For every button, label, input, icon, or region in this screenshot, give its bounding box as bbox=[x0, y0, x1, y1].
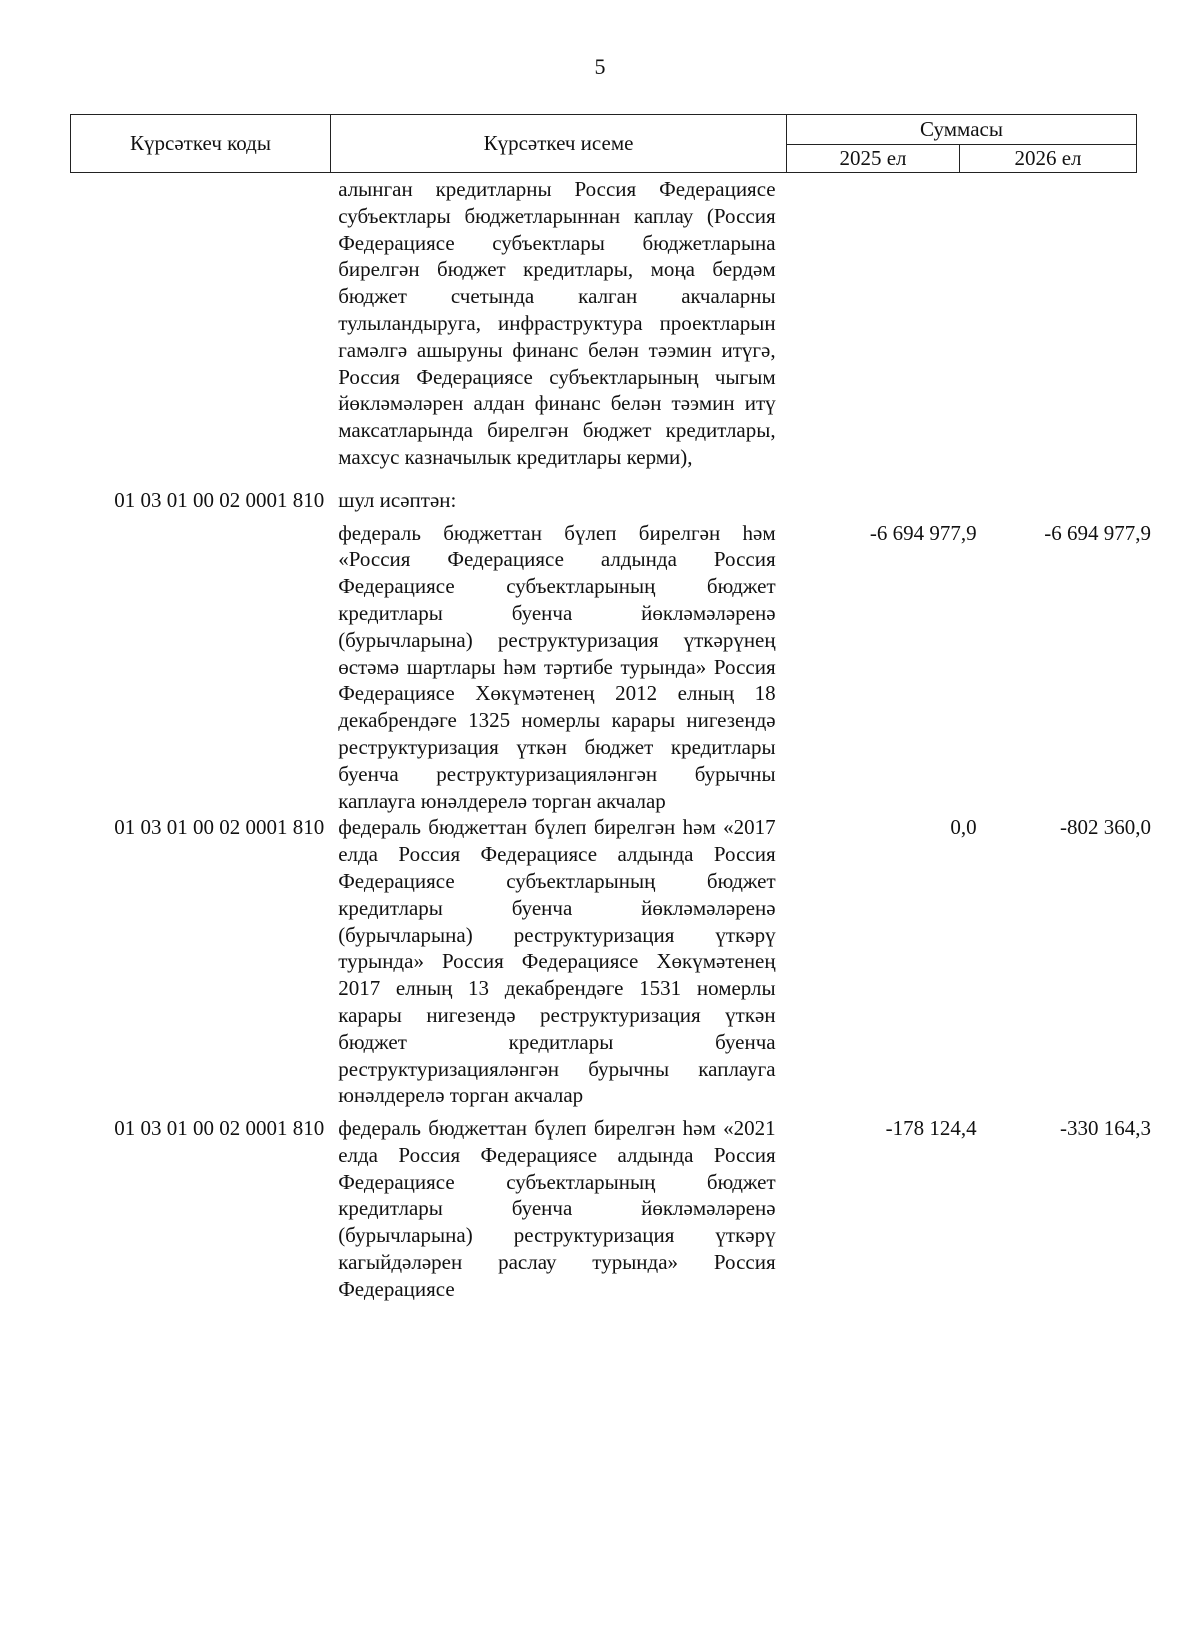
header-name: Күрсәткеч исеме bbox=[331, 115, 787, 173]
table-header bbox=[70, 114, 1137, 173]
header-year-2025: 2025 ел bbox=[787, 144, 960, 173]
table-row bbox=[70, 1115, 1151, 1303]
table-row bbox=[70, 814, 1151, 1109]
table-row bbox=[70, 487, 1151, 514]
row-name: федераль бюджеттан бүлеп бирелгән һәм «Россия Федерациясе алдында Россия Федерациясе субъектларының бюджет кредитлары буенча йөкләмәләренә (бурычларына) реструктуризация үткәрүнең өстәмә шартлары һәм тәртибе турында» Россия Федерациясе Хөкүмәтенең 2012 елның 18 декабрендәге 1325 номерлы карары нигезендә реструктуризация үткән бюджет кредитлары буенча реструктуризацияләнгән бурычны каплауга юнәлдерелә торган акчалар bbox=[338, 520, 776, 813]
header-sum: Суммасы bbox=[787, 115, 1137, 145]
row-name: алынган кредитларны Россия Федерациясе субъектлары бюджетларыннан каплау (Россия Федерациясе субъектлары бюджетларына бирелгән бюджет кредитлары, моңа бердәм бюджет счетында калган акчаларны тулыландыруга, инфраструктура проектларын гамәлгә ашыруны финанс белән тәэмин итүгә, Россия Федерациясе субъектларының чыгым йөкләмәләрен алдан финанс белән тәэмин итү максатларында бирелгән бюджет кредитлары, махсус казначылык кредитлары керми), bbox=[338, 177, 776, 469]
row-name: шул исәптән: bbox=[338, 487, 457, 512]
row-value-2025: -6 694 977,9 bbox=[869, 520, 977, 545]
table-row bbox=[70, 520, 1151, 815]
row-value-2025 bbox=[776, 176, 977, 471]
row-value-2025: 0,0 bbox=[950, 815, 977, 840]
row-code bbox=[70, 176, 328, 471]
row-value-2026: -330 164,3 bbox=[1060, 1116, 1151, 1141]
table-body bbox=[70, 176, 1151, 1303]
row-value-2026 bbox=[977, 176, 1151, 471]
row-code: 01 03 01 00 02 0001 810 bbox=[114, 487, 325, 512]
row-name: федераль бюджеттан бүлеп бирелгән һәм «2021 елда Россия Федерациясе алдында Россия Федерациясе субъектларының бюджет кредитлары буенча йөкләмәләренә (бурычларына) реструктуризация үткәрү кагыйдәләрен раслау турында» Россия Федерациясе bbox=[338, 1116, 776, 1301]
row-code: 01 03 01 00 02 0001 810 bbox=[114, 1116, 325, 1141]
page-number: 5 bbox=[594, 54, 606, 79]
row-value-2026: -6 694 977,9 bbox=[1044, 520, 1151, 545]
header-year-2026: 2026 ел bbox=[960, 144, 1137, 173]
row-value-2025: -178 124,4 bbox=[885, 1116, 977, 1141]
row-code bbox=[70, 520, 328, 815]
row-value-2026: -802 360,0 bbox=[1060, 815, 1151, 840]
row-code: 01 03 01 00 02 0001 810 bbox=[114, 815, 325, 840]
table-row bbox=[70, 176, 1151, 471]
row-name: федераль бюджеттан бүлеп бирелгән һәм «2017 елда Россия Федерациясе алдында Россия Федерациясе субъектларының бюджет кредитлары буенча йөкләмәләренә (бурычларына) реструктуризация үткәрү турында» Россия Федерациясе Хөкүмәтенең 2017 елның 13 декабрендәге 1531 номерлы карары нигезендә реструктуризация үткән бюджет кредитлары буенча реструктуризацияләнгән бурычны каплауга юнәлдерелә торган акчалар bbox=[338, 815, 776, 1108]
row-value-2026 bbox=[977, 487, 1151, 514]
row-value-2025 bbox=[776, 487, 977, 514]
header-code: Күрсәткеч коды bbox=[71, 115, 331, 173]
